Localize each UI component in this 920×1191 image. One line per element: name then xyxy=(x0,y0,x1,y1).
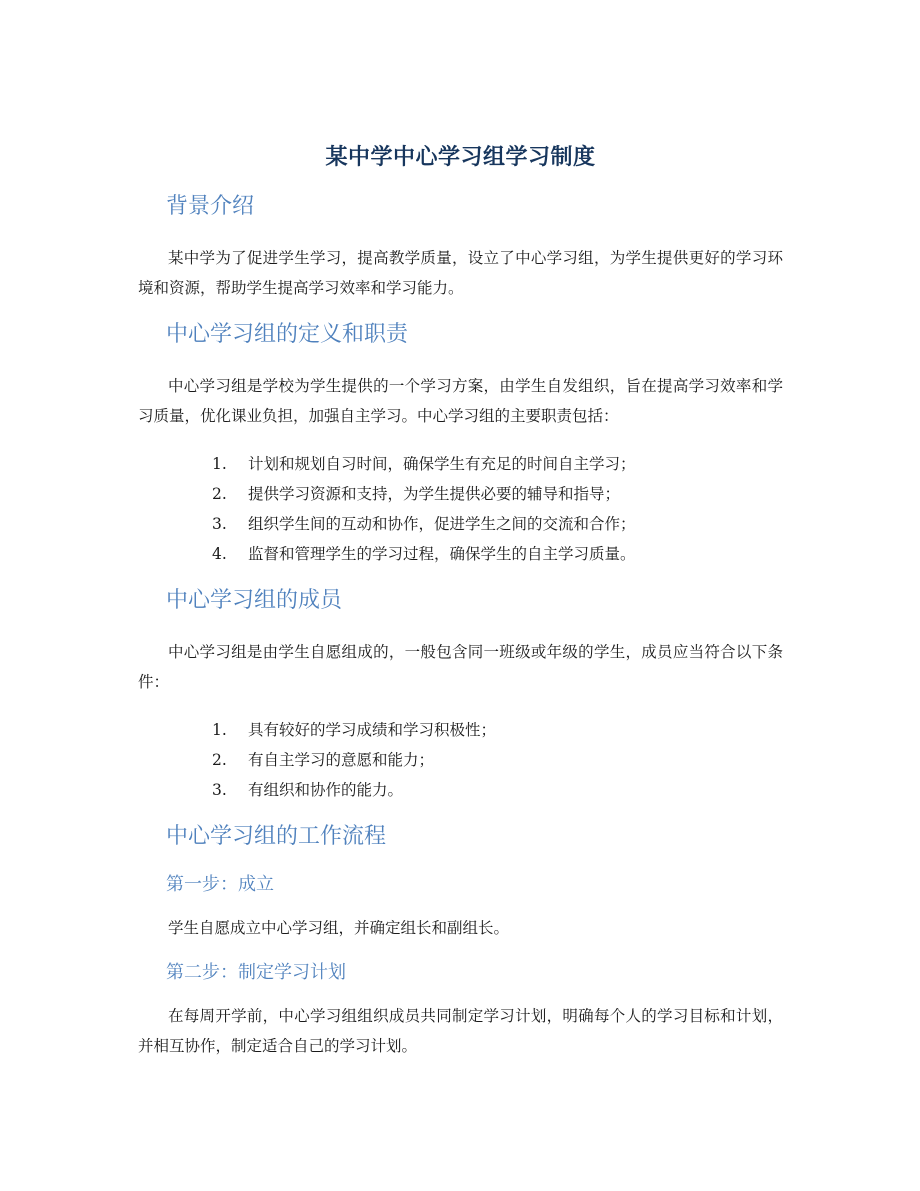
list-item xyxy=(138,745,783,775)
section-heading-background: 背景介绍 xyxy=(166,194,255,219)
list-item xyxy=(138,509,783,539)
section-heading-definition: 中心学习组的定义和职责 xyxy=(166,322,409,347)
step1-paragraph: 学生自愿成立中心学习组，并确定组长和副组长。 xyxy=(168,919,510,937)
section-heading-workflow: 中心学习组的工作流程 xyxy=(166,824,387,849)
duties-list xyxy=(138,449,783,569)
list-item xyxy=(138,775,783,805)
list-item-number: 3. xyxy=(212,515,227,533)
list-item-text: 计划和规划自习时间，确保学生有充足的时间自主学习； xyxy=(248,455,636,473)
members-paragraph: 中心学习组是由学生自愿组成的，一般包含同一班级或年级的学生，成员应当符合以下条件： xyxy=(138,643,783,691)
section-heading-members: 中心学习组的成员 xyxy=(166,588,343,613)
background-paragraph: 某中学为了促进学生学习，提高教学质量，设立了中心学习组，为学生提供更好的学习环境和资源，帮助学生提高学习效率和学习能力。 xyxy=(138,249,783,297)
step-heading-2: 第二步：制定学习计划 xyxy=(166,962,346,983)
definition-paragraph: 中心学习组是学校为学生提供的一个学习方案，由学生自发组织，旨在提高学习效率和学习质量，优化课业负担，加强自主学习。中心学习组的主要职责包括： xyxy=(138,377,783,425)
list-item xyxy=(138,449,783,479)
list-item xyxy=(138,479,783,509)
document-title: 某中学中心学习组学习制度 xyxy=(325,144,596,170)
list-item-text: 具有较好的学习成绩和学习积极性； xyxy=(248,721,497,739)
step-heading-1: 第一步：成立 xyxy=(166,874,274,895)
list-item-number: 4. xyxy=(212,545,227,563)
list-item-text: 组织学生间的互动和协作，促进学生之间的交流和合作； xyxy=(248,515,636,533)
list-item xyxy=(138,539,783,569)
list-item-number: 3. xyxy=(212,781,227,799)
list-item-number: 1. xyxy=(212,455,227,473)
list-item-text: 监督和管理学生的学习过程，确保学生的自主学习质量。 xyxy=(248,545,636,563)
list-item-number: 2. xyxy=(212,751,227,769)
list-item-text: 有组织和协作的能力。 xyxy=(248,781,404,799)
conditions-list xyxy=(138,715,783,805)
document-page xyxy=(138,140,783,1079)
step2-paragraph: 在每周开学前，中心学习组组织成员共同制定学习计划，明确每个人的学习目标和计划，并相互协作，制定适合自己的学习计划。 xyxy=(138,1007,783,1055)
list-item-number: 2. xyxy=(212,485,227,503)
list-item-text: 有自主学习的意愿和能力； xyxy=(248,751,435,769)
list-item-text: 提供学习资源和支持，为学生提供必要的辅导和指导； xyxy=(248,485,621,503)
list-item-number: 1. xyxy=(212,721,227,739)
list-item xyxy=(138,715,783,745)
